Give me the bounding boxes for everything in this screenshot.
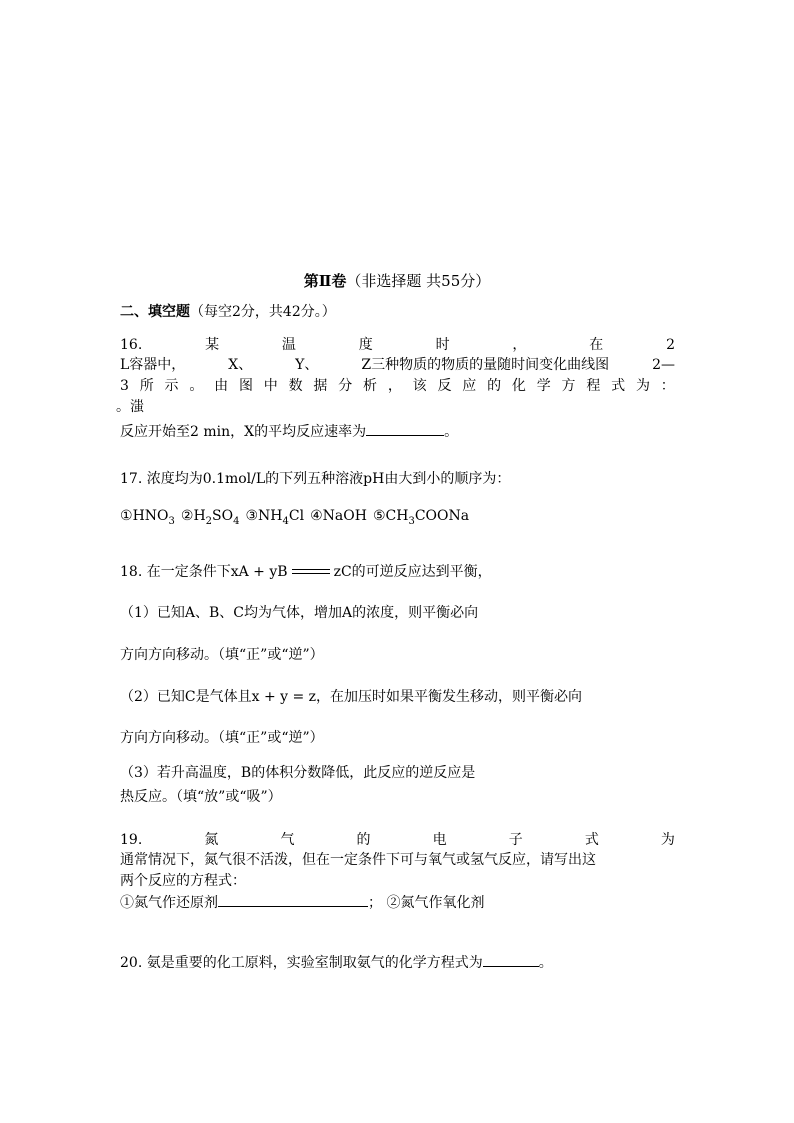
q16-line4: 。滍 [116,399,144,415]
text-fragment: 。 [189,378,204,394]
text-fragment: 式 [584,832,599,848]
text-fragment: 分 [338,378,353,394]
solution-part: ⑤ [372,508,386,524]
text-fragment: 电 [432,832,447,848]
equilibrium-arrow [292,569,330,575]
solution-part: ② [180,508,194,524]
text-fragment: 2— [652,357,675,373]
q16-line1 [120,336,675,354]
q18-part1-answer: 方向方向移动。（填“正”或“逆”） [120,647,324,663]
text-fragment: 温 [281,337,296,353]
text-fragment: 学 [536,378,551,394]
q19-line3: 两个反应的方程式： [120,873,246,889]
solution-part: 4 [282,515,289,527]
text-fragment: 的 [487,378,502,394]
solution-part: 2 [205,515,213,527]
text-fragment: 方 [561,378,576,394]
q18-part3: （3）若升高温度，B的体积分数降低，此反应的逆反应是 [120,765,476,781]
q19-reducer-blank[interactable] [218,892,368,907]
text-fragment: Z三种物质的物质的量随时间变化曲线图 [361,357,610,373]
solution-item [310,508,367,524]
text-fragment: 16. [120,337,143,353]
text-fragment: 的 [356,832,371,848]
solution-part: 4 [233,515,240,527]
solution-part: NH [258,508,283,524]
q18-part2-answer: 方向方向移动。（填“正”或“逆”） [120,730,324,746]
text-fragment: 中 [263,378,278,394]
text-fragment: 应 [462,378,477,394]
text-fragment: 子 [508,832,523,848]
text-fragment: 图 [238,378,253,394]
q18-question: 18. 在一定条件下xA + yB zC的可逆反应达到平衡， [120,564,492,580]
solution-part: NaOH [322,508,367,524]
text-fragment: X、 [228,357,253,373]
text-fragment: 化 [511,378,526,394]
text-fragment: 数 [288,378,303,394]
text-fragment: Y、 [295,357,319,373]
text-fragment: L容器中， [120,357,186,373]
q16-line5: 反应开始至2 min，X的平均反应速率为 。 [120,421,458,441]
text-fragment: ， [512,337,527,353]
solution-part: ④ [310,508,323,524]
text-fragment: 所 [139,378,154,394]
q17-question: 17. 浓度均为0.1mol/L的下列五种溶液pH由大到小的顺序为： [120,471,511,487]
text-fragment: 据 [313,378,328,394]
q19-line4: ①氮气作还原剂 ； ②氮气作氧化剂 [120,892,484,912]
text-fragment: 19. [120,832,143,848]
q16-line2 [120,356,675,374]
section-heading: 二、填空题（每空2分，共42分。） [120,304,336,320]
text-fragment: 时 [435,337,450,353]
solution-part: H [193,508,206,524]
q19-line1 [120,831,675,849]
text-fragment: 该 [412,378,427,394]
text-fragment: 度 [358,337,373,353]
solution-part: ① [120,508,133,524]
text-fragment: ： [660,378,675,394]
text-fragment: 析 [363,378,378,394]
text-fragment: 反 [437,378,452,394]
solution-part: HNO [132,508,169,524]
solution-item [120,508,175,527]
part-title: 第Ⅱ卷（非选择题 共55分） [303,272,491,290]
text-fragment: 某 [205,337,220,353]
solution-part: SO [212,508,234,524]
text-fragment: 由 [214,378,229,394]
q20-equation-blank[interactable] [483,952,539,967]
text-fragment: ， [387,378,402,394]
solution-item [180,508,240,527]
q20-question: 20. 氨是重要的化工原料，实验室制取氨气的化学方程式为 。 [120,952,553,972]
solution-part: ③ [245,508,259,524]
q16-line3 [120,377,675,395]
solution-part: Cl [288,508,305,524]
q19-line2: 通常情况下，氮气很不活泼，但在一定条件下可与氧气或氢气反应，请写出这 [120,852,596,868]
text-fragment: 2 [666,337,675,353]
text-fragment: 为 [635,378,650,394]
solution-item [372,508,470,527]
text-fragment: 3 [120,378,129,394]
q18-part1: （1）已知A、B、C均为气体，增加A的浓度，则平衡必向 [120,605,479,621]
text-fragment: 气 [280,832,295,848]
solution-item [245,508,305,527]
text-fragment: 氮 [204,832,219,848]
solution-part: CH [385,508,409,524]
text-fragment: 式 [611,378,626,394]
text-fragment: 为 [660,832,675,848]
solution-part: 3 [408,515,415,527]
q16-rate-blank[interactable] [366,421,444,436]
text-fragment: 程 [586,378,601,394]
text-fragment: 在 [589,337,604,353]
solution-part: COONa [414,508,470,524]
text-fragment: 示 [164,378,179,394]
q18-part3-answer: 热反应。（填“放”或“吸”） [120,789,282,805]
q18-part2: （2）已知C是气体且x + y = z，在加压时如果平衡发生移动，则平衡必向 [120,689,583,705]
q17-solutions [120,507,475,525]
solution-part: 3 [168,515,175,527]
